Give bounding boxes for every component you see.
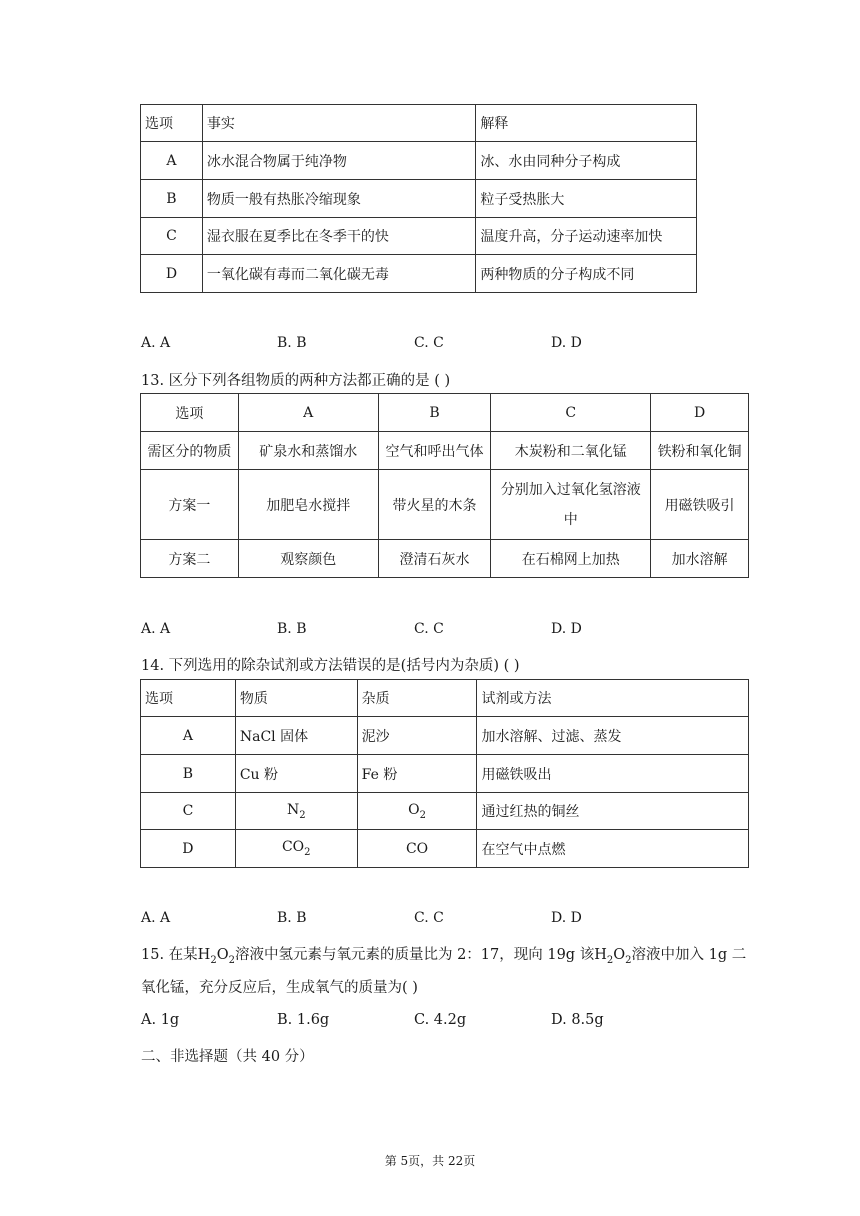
q13-table — [140, 393, 749, 578]
subscript: 2 — [625, 954, 632, 966]
table-cell: Fe 粉 — [357, 755, 477, 793]
table-cell: 两种物质的分子构成不同 — [476, 255, 697, 293]
table-cell: 物质一般有热胀冷缩现象 — [202, 180, 475, 218]
table-cell — [235, 793, 357, 830]
option-c: C. C — [414, 335, 444, 351]
table-cell — [235, 830, 357, 868]
option-d: D. D — [551, 335, 582, 351]
table-cell: 温度升高，分子运动速率加快 — [476, 218, 697, 255]
page-footer: 第 5页，共 22页 — [384, 1154, 476, 1168]
table-cell: 需区分的物质 — [141, 432, 239, 470]
table-cell: C — [141, 793, 236, 830]
table-header: 选项 — [141, 394, 239, 432]
table-header: 物质 — [235, 680, 357, 717]
q14-table — [140, 679, 749, 868]
option-b: B. B — [277, 621, 307, 637]
table-cell: 在石棉网上加热 — [491, 540, 651, 578]
subscript: 2 — [419, 809, 426, 821]
option-d: D. D — [551, 910, 582, 926]
option-a: A. A — [141, 621, 171, 637]
table-cell: 空气和呼出气体 — [378, 432, 491, 470]
q15-text: 溶液中氢元素与氧元素的质量比为 2：17，现向 19g 该H — [234, 947, 607, 963]
q14-stem: 14. 下列选用的除杂试剂或方法错误的是(括号内为杂质) ( ) — [141, 658, 520, 674]
q15-text: O — [613, 947, 626, 963]
table-cell: CO — [357, 830, 477, 868]
table-cell: A — [141, 717, 236, 755]
table-cell: A — [141, 142, 203, 180]
option-d: D. D — [551, 621, 582, 637]
table-header: C — [491, 394, 651, 432]
option-c: C. 4.2g — [414, 1012, 467, 1028]
table-cell: D — [141, 255, 203, 293]
table-cell: 分别加入过氧化氢溶液中 — [491, 470, 651, 540]
table-cell: 澄清石灰水 — [378, 540, 491, 578]
table-cell: 方案一 — [141, 470, 239, 540]
table-cell: B — [141, 180, 203, 218]
table-cell: 在空气中点燃 — [477, 830, 749, 868]
table-cell: 带火星的木条 — [378, 470, 491, 540]
option-a: A. 1g — [141, 1012, 180, 1028]
option-b: B. B — [277, 335, 307, 351]
option-c: C. C — [414, 621, 444, 637]
table-cell: B — [141, 755, 236, 793]
table-cell: 冰水混合物属于纯净物 — [202, 142, 475, 180]
table-cell: 泥沙 — [357, 717, 477, 755]
formula-n2: N — [286, 801, 300, 818]
table-cell: 用磁铁吸引 — [651, 470, 749, 540]
table-cell — [357, 793, 477, 830]
table-cell: 方案二 — [141, 540, 239, 578]
q15-text: O — [216, 947, 229, 963]
table-header: 杂质 — [357, 680, 477, 717]
q13-stem: 13. 区分下列各组物质的两种方法都正确的是 ( ) — [141, 373, 451, 389]
table-header: 事实 — [202, 105, 475, 142]
option-d: D. 8.5g — [551, 1012, 604, 1028]
option-c: C. C — [414, 910, 444, 926]
subscript: 2 — [228, 954, 235, 966]
table-cell: NaCl 固体 — [235, 717, 357, 755]
table-header: A — [238, 394, 378, 432]
table-cell: 通过红热的铜丝 — [477, 793, 749, 830]
table-cell: C — [141, 218, 203, 255]
table-cell: 一氧化碳有毒而二氧化碳无毒 — [202, 255, 475, 293]
section-heading: 二、非选择题（共 40 分） — [141, 1049, 314, 1065]
table-cell: 加水溶解 — [651, 540, 749, 578]
subscript: 2 — [299, 809, 306, 821]
q15-stem-line2: 氧化锰，充分反应后，生成氧气的质量为( ) — [141, 980, 418, 996]
table-header: D — [651, 394, 749, 432]
table-header: 选项 — [141, 680, 236, 717]
table-header: B — [378, 394, 491, 432]
table-header: 解释 — [476, 105, 697, 142]
q15-text: 15. 在某H — [141, 947, 211, 963]
table-cell: 加水溶解、过滤、蒸发 — [477, 717, 749, 755]
table-cell: Cu 粉 — [235, 755, 357, 793]
table-cell: 木炭粉和二氧化锰 — [491, 432, 651, 470]
q15-stem-line1 — [141, 943, 746, 966]
formula-o2: O — [408, 801, 420, 818]
subscript: 2 — [606, 954, 614, 966]
q12-table — [140, 104, 697, 293]
option-a: A. A — [141, 335, 171, 351]
table-cell: 湿衣服在夏季比在冬季干的快 — [202, 218, 475, 255]
q15-text: 溶液中加入 1g 二 — [631, 947, 747, 963]
table-cell: D — [141, 830, 236, 868]
table-cell: 用磁铁吸出 — [477, 755, 749, 793]
table-cell: 冰、水由同种分子构成 — [476, 142, 697, 180]
option-b: B. 1.6g — [277, 1012, 330, 1028]
subscript: 2 — [210, 954, 217, 966]
formula-co2: CO — [281, 839, 305, 856]
table-header: 选项 — [141, 105, 203, 142]
table-cell: 矿泉水和蒸馏水 — [238, 432, 378, 470]
table-cell: 铁粉和氧化铜 — [651, 432, 749, 470]
table-cell: 粒子受热胀大 — [476, 180, 697, 218]
table-cell: 加肥皂水搅拌 — [238, 470, 378, 540]
option-a: A. A — [141, 910, 171, 926]
subscript: 2 — [304, 846, 311, 858]
table-cell: 观察颜色 — [238, 540, 378, 578]
table-header: 试剂或方法 — [477, 680, 749, 717]
option-b: B. B — [277, 910, 307, 926]
